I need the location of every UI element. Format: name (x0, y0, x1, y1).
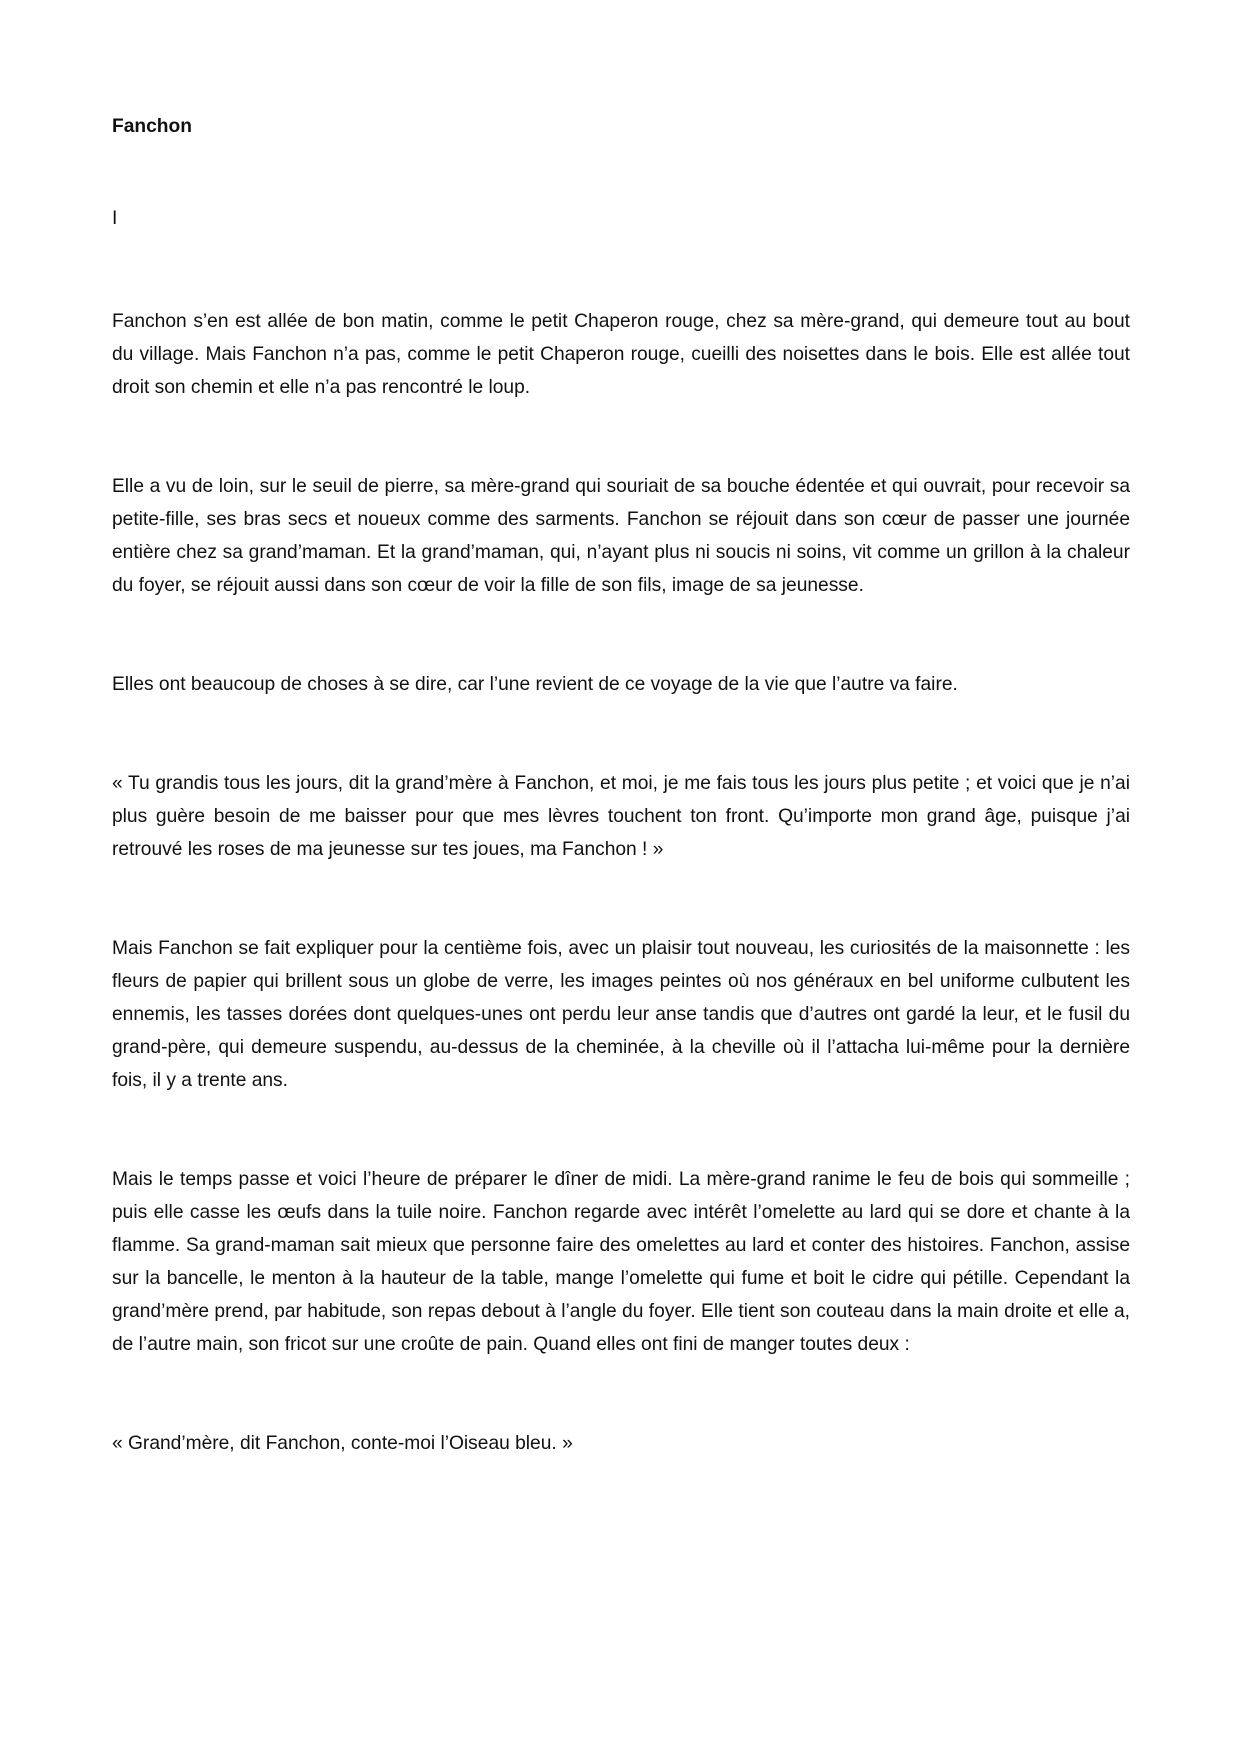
paragraph: « Grand’mère, dit Fanchon, conte-moi l’Oiseau bleu. » (112, 1433, 573, 1454)
chapter-number: I (112, 208, 118, 229)
paragraph: Elle a vu de loin, sur le seuil de pierre, sa mère-grand qui souriait de sa bouche édentée et qui ouvrait, pour recevoir sa petite-fille, ses bras secs et noueux comme des sarments. Fanchon se réjouit dans son cœur de passer une journée entière chez sa grand’maman. Et la grand’maman, qui, n’ayant plus ni soucis ni soins, vit comme un grillon à la chaleur du foyer, se réjouit aussi dans son cœur de voir la fille de son fils, image de sa jeunesse. (112, 476, 1130, 596)
paragraph: Mais le temps passe et voici l’heure de préparer le dîner de midi. La mère-grand ranime le feu de bois qui sommeille ; puis elle casse les œufs dans la tuile noire. Fanchon regarde avec intérêt l’omelette au lard qui se dore et chante à la flamme. Sa grand-maman sait mieux que personne faire des omelettes au lard et conter des histoires. Fanchon, assise sur la bancelle, le menton à la hauteur de la table, mange l’omelette qui fume et boit le cidre qui pétille. Cependant la grand’mère prend, par habitude, son repas debout à l’angle du foyer. Elle tient son couteau dans la main droite et elle a, de l’autre main, son fricot sur une croûte de pain. Quand elles ont fini de manger toutes deux : (112, 1169, 1130, 1355)
paragraph: Mais Fanchon se fait expliquer pour la centième fois, avec un plaisir tout nouveau, les curiosités de la maisonnette : les fleurs de papier qui brillent sous un globe de verre, les images peintes où nos généraux en bel uniforme culbutent les ennemis, les tasses dorées dont quelques-unes ont perdu leur anse tandis que d’autres ont gardé la leur, et le fusil du grand-père, qui demeure suspendu, au-dessus de la cheminée, à la cheville où il l’attacha lui-même pour la dernière fois, il y a trente ans. (112, 938, 1130, 1091)
document-body (112, 110, 1130, 1460)
paragraph: Elles ont beaucoup de choses à se dire, car l’une revient de ce voyage de la vie que l’autre va faire. (112, 674, 958, 695)
document-title: Fanchon (112, 116, 192, 137)
paragraph: Fanchon s’en est allée de bon matin, comme le petit Chaperon rouge, chez sa mère-grand, qui demeure tout au bout du village. Mais Fanchon n’a pas, comme le petit Chaperon rouge, cueilli des noisettes dans le bois. Elle est allée tout droit son chemin et elle n’a pas rencontré le loup. (112, 311, 1130, 398)
paragraph: « Tu grandis tous les jours, dit la grand’mère à Fanchon, et moi, je me fais tous les jours plus petite ; et voici que je n’ai plus guère besoin de me baisser pour que mes lèvres touchent ton front. Qu’importe mon grand âge, puisque j’ai retrouvé les roses de ma jeunesse sur tes joues, ma Fanchon ! » (112, 773, 1130, 860)
